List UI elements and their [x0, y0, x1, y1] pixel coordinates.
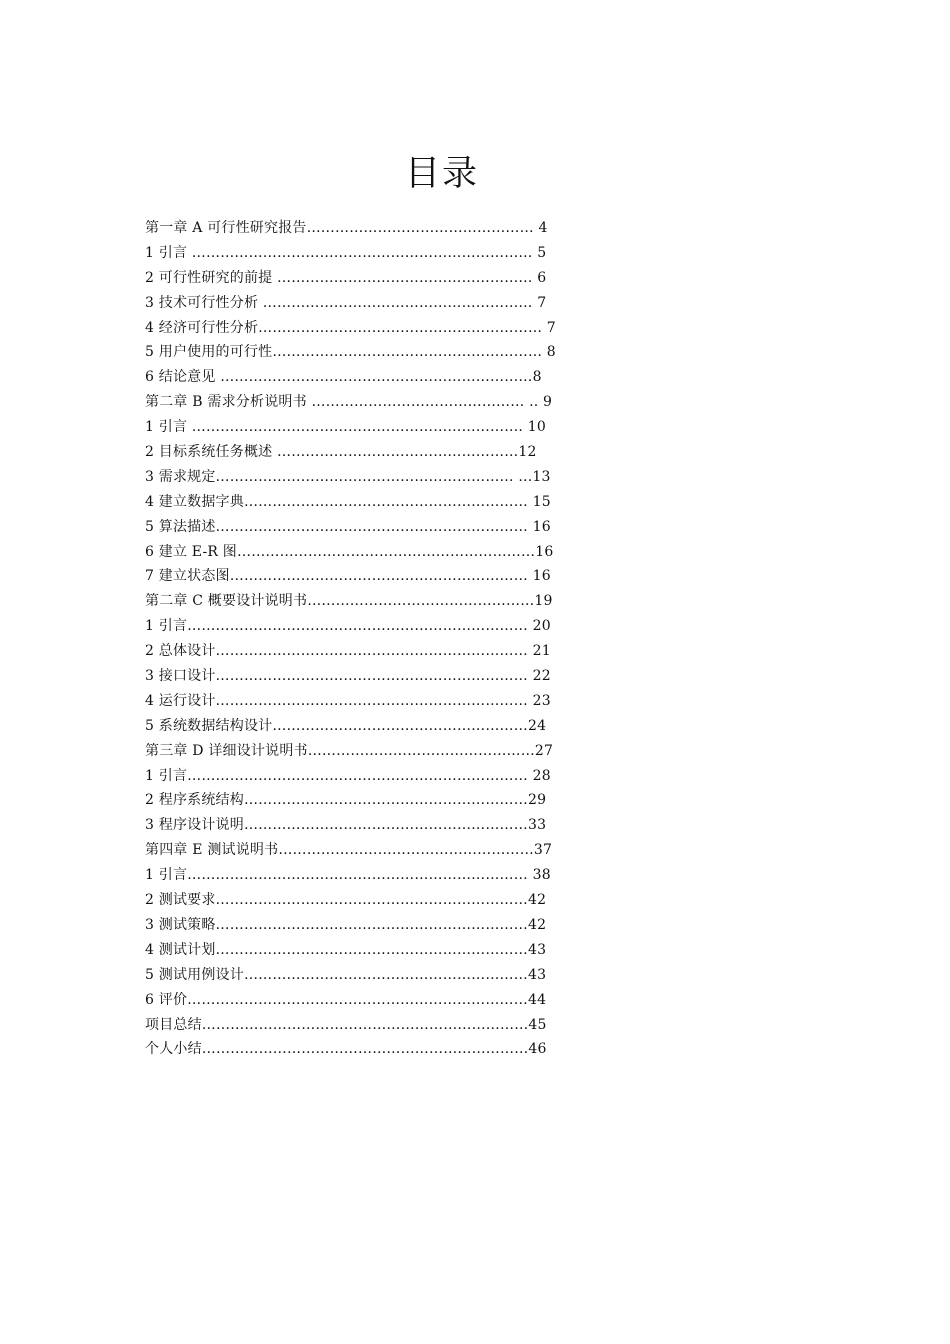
toc-entry-ch3: 第三章 D 详细设计说明书…………………………………………27	[145, 742, 554, 759]
toc-entry: 4 运行设计………………………………………………………… 23	[145, 692, 551, 709]
toc-entry-ch2: 第二章 B 需求分析说明书 ……………………………………… .. 9	[145, 394, 553, 411]
toc-entry: 5 用户使用的可行性………………………………………………… 8	[145, 344, 556, 361]
toc-entry-ch1: 第一章 A 可行性研究报告………………………………………… 4	[145, 220, 548, 236]
toc-entry: 5 系统数据结构设计………………………………………………24	[145, 717, 547, 734]
toc-entry: 6 评价………………………………………………………………44	[145, 991, 547, 1008]
toc-entry: 4 经济可行性分析…………………………………………………… 7	[145, 319, 556, 336]
toc-entry-summary: 项目总结……………………………………………………………45	[145, 1016, 547, 1033]
toc-entry: 4 建立数据字典…………………………………………………… 15	[145, 493, 551, 510]
page-title: 目录	[404, 154, 479, 194]
toc-entry: 1 引言……………………………………………………………… 38	[145, 867, 551, 884]
toc-entry: 3 需求规定……………………………………………………… ...13	[145, 468, 551, 485]
toc-entry: 1 引言 ……………………………………………………………… 5	[145, 244, 547, 261]
toc-entry: 1 引言 ……………………………………………………………. 10	[145, 419, 546, 436]
toc-entry: 7 建立状态图……………………………………………………… 16	[145, 568, 551, 585]
toc-entry: 1 引言……………………………………………………………… 20	[145, 618, 551, 635]
table-of-contents	[145, 216, 556, 1062]
toc-entry: 5 算法描述………………………………………………………… 16	[145, 518, 551, 535]
toc-entry: 3 技术可行性分析 ………………………………………………… 7	[145, 294, 547, 311]
toc-entry-personal-summary: 个人小结……………………………………………………………46	[145, 1041, 547, 1058]
toc-entry: 3 程序设计说明……………………………………………………33	[145, 817, 547, 834]
toc-entry: 2 目标系统任务概述 ……………………………………………12	[145, 444, 537, 461]
toc-entry-ch2c: 第二章 C 概要设计说明书…………………………………………19	[145, 593, 553, 610]
toc-entry: 3 测试策略…………………………………………………………42	[145, 916, 547, 933]
toc-entry: 3 接口设计………………………………………………………… 22	[145, 668, 551, 685]
toc-entry: 2 总体设计………………………………………………………… 21	[145, 643, 551, 660]
toc-entry: 2 测试要求…………………………………………………………42	[145, 892, 547, 909]
toc-entry: 2 程序系统结构……………………………………………………29	[145, 792, 547, 809]
toc-entry: 4 测试计划…………………………………………………………43	[145, 941, 547, 958]
toc-entry-ch4: 第四章 E 测试说明书………………………………………………37	[145, 842, 553, 859]
toc-entry: 1 引言……………………………………………………………… 28	[145, 767, 551, 784]
toc-entry: 6 结论意见 …………………………………………………………8	[145, 369, 542, 386]
toc-entry: 6 建立 E-R 图………………………………………………………16	[145, 543, 554, 560]
toc-entry: 2 可行性研究的前提 ……………………………………………… 6	[145, 269, 547, 286]
toc-entry: 5 测试用例设计……………………………………………………43	[145, 966, 547, 983]
